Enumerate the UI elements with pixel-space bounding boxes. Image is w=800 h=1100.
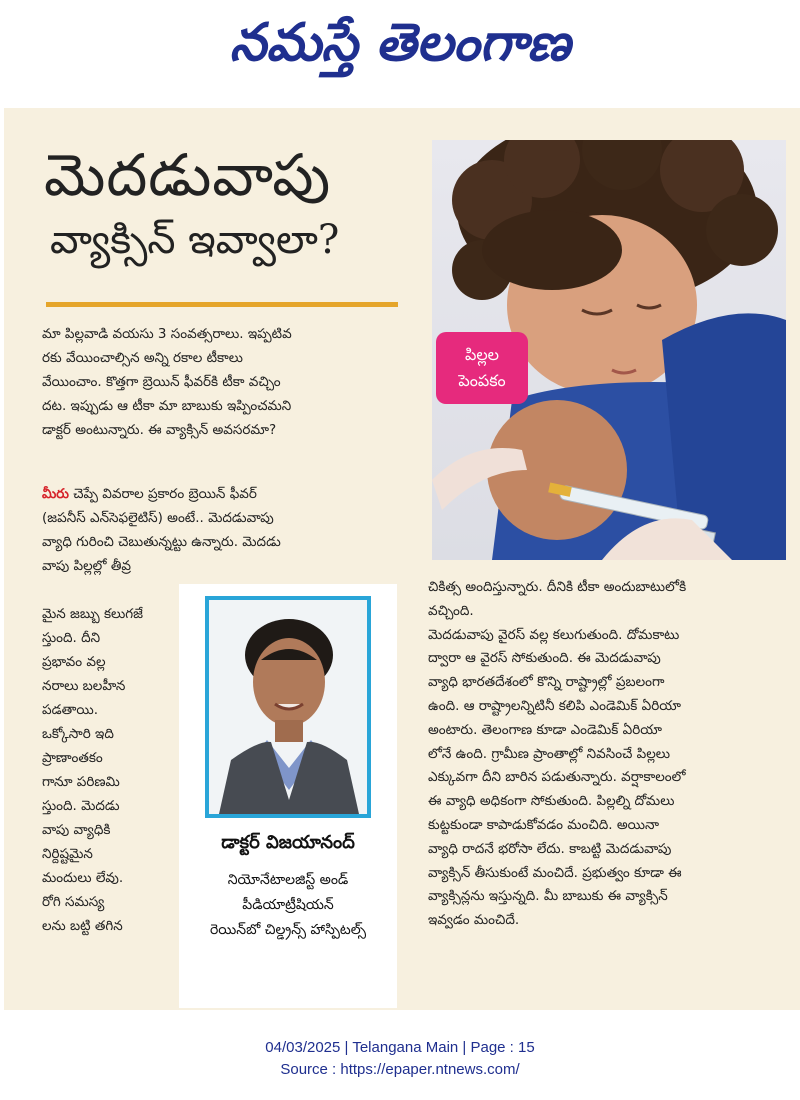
body-line: లోనే ఉంది. గ్రామీణ ప్రాంతాల్లో నివసించే పిల్లలు: [428, 745, 671, 762]
answer-line: స్తుంది. దీని: [42, 630, 101, 646]
question-line: వేయించాం. కొత్తగా బ్రెయిన్ ఫీవర్‌కి టీకా వచ్చిం: [42, 374, 281, 390]
body-line: అంటారు. తెలంగాణ కూడా ఎండెమిక్ ఏరియా: [428, 721, 662, 738]
answer-line: [42, 482, 412, 506]
masthead-title: నమస్తే తెలంగాణ: [229, 13, 571, 73]
edition-info: 04/03/2025 | Telangana Main | Page : 15: [265, 1039, 535, 1056]
answer-text: [42, 482, 412, 578]
answer-narrow-column: [42, 602, 182, 938]
answer-lead-word: మీరు: [42, 486, 69, 502]
answer-line: పడతాయి.: [42, 702, 98, 718]
body-line: వ్యాధి రాదనే భరోసా లేదు. కాబట్టి మెదడువాపు: [428, 840, 672, 857]
body-line: ఎక్కువగా దీని బారిన పడుతున్నారు. వర్షాకాలంలో: [428, 769, 686, 786]
doctor-title-line: పీడియాట్రీషియన్: [242, 897, 334, 913]
headline-line-2: వ్యాక్సిన్ ఇవ్వాలా?: [50, 217, 340, 263]
doctor-title-line: రెయిన్‌బో చిల్డ్రన్స్ హాస్పిటల్స్: [209, 922, 367, 938]
headline-divider: [46, 302, 398, 307]
doctor-name: డాక్టర్ విజయానంద్: [221, 832, 355, 853]
answer-line: మందులు లేవు.: [42, 870, 124, 886]
answer-line: ప్రభావం వల్ల: [42, 654, 106, 670]
body-line: వ్యాక్సిన్లను ఇస్తున్నది. మీ బాబుకు ఈ వ్యాక్సిన్: [428, 888, 668, 905]
answer-line: రోగి సమస్య: [42, 894, 105, 910]
question-line: మా పిల్లవాడి వయసు 3 సంవత్సరాలు. ఇప్పటివ: [42, 326, 292, 342]
section-badge: [436, 332, 528, 404]
answer-line: వాపు పిల్లల్లో తీవ్ర: [42, 558, 132, 574]
page-footer: [0, 1037, 800, 1081]
body-line: వచ్చింది.: [428, 602, 474, 619]
answer-line: ప్రాణాంతకం: [42, 750, 103, 766]
body-line: వ్యాక్సిన్ తీసుకుంటే మంచిదే. ప్రభుత్వం కూడా ఈ: [428, 864, 682, 881]
child-vaccination-photo: [432, 140, 786, 560]
doctor-title-line: నియోనేటాలజిస్ట్ అండ్: [227, 872, 349, 888]
headline: [44, 138, 414, 268]
question-line: దట. ఇప్పుడు ఆ టీకా మా బాబుకు ఇప్పించమని: [42, 398, 292, 414]
body-line: ద్వారా ఆ వైరస్ సోకుతుంది. ఈ మెదడువాపు: [428, 650, 661, 667]
answer-line: గానూ పరిణమి: [42, 774, 120, 790]
answer-line: స్తుంది. మెదడు: [42, 798, 120, 814]
headline-line-1: మెదడువాపు: [44, 141, 332, 209]
source-link[interactable]: Source : https://epaper.ntnews.com/: [280, 1061, 520, 1078]
answer-line-text: చెప్పే వివరాల ప్రకారం బ్రెయిన్ ఫీవర్: [68, 486, 257, 502]
article-panel: [4, 108, 800, 1010]
answer-line: నిర్దిష్టమైన: [42, 846, 93, 862]
body-line: చికిత్స అందిస్తున్నారు. దీనికి టీకా అందుబాటులోకి: [428, 579, 687, 595]
question-text: [42, 322, 412, 442]
answer-line: వ్యాధి గురించి చెబుతున్నట్టు ఉన్నారు. మెదడు: [42, 534, 281, 550]
question-line: డాక్టర్ అంటున్నారు. ఈ వ్యాక్సిన్ అవసరమా?: [42, 422, 277, 438]
answer-line: మైన జబ్బు కలుగజే: [42, 606, 144, 622]
doctor-designation: [179, 868, 397, 943]
answer-line: నరాలు బలహీన: [42, 678, 126, 694]
body-line: కుట్టకుండా కాపాడుకోవడం మంచిది. అయినా: [428, 816, 660, 833]
right-column-text: [428, 576, 794, 933]
doctor-portrait: [205, 596, 371, 818]
doctor-profile: [179, 584, 397, 1008]
body-line: ఇవ్వడం మంచిదే.: [428, 912, 520, 929]
badge-line-2: పెంపకం: [458, 371, 506, 390]
answer-line: (జపనీస్ ఎన్‌సెఫలైటిస్) అంటే.. మెదడువాపు: [42, 510, 274, 526]
body-line: మెదడువాపు వైరస్ వల్ల కలుగుతుంది. దోమకాటు: [428, 626, 680, 643]
answer-line: వాపు వ్యాధికి: [42, 822, 111, 838]
answer-line: ఒక్కోసారి ఇది: [42, 726, 114, 742]
body-line: ఉంది. ఆ రాష్ట్రాలన్నిటినీ కలిపి ఎండెమిక్ ఏరియా: [428, 697, 681, 714]
doctor-portrait-illustration: [209, 600, 367, 814]
badge-line-1: పిల్లల: [464, 345, 500, 364]
body-line: వ్యాధి భారతదేశంలో కొన్ని రాష్ట్రాల్లో ప్రబలంగా: [428, 674, 665, 691]
answer-line: లను బట్టి తగిన: [42, 918, 123, 934]
body-line: ఈ వ్యాధి అధికంగా సోకుతుంది. పిల్లల్ని దోమలు: [428, 793, 675, 810]
question-line: రకు వేయించాల్సిన అన్ని రకాల టీకాలు: [42, 350, 243, 366]
